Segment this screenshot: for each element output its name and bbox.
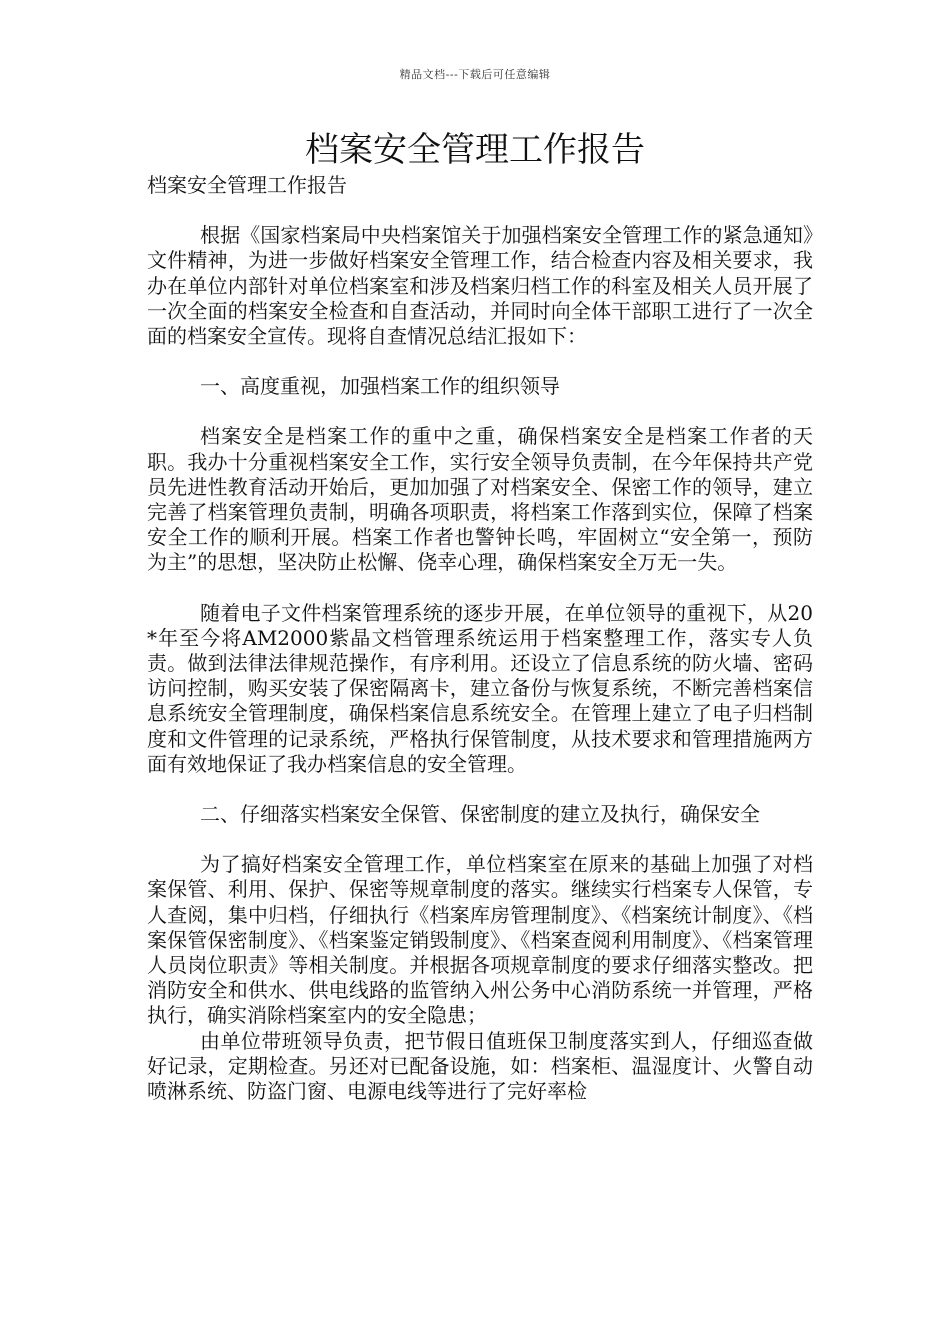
document-title: 档案安全管理工作报告 bbox=[305, 130, 645, 170]
header-note: 精品文档---下载后可任意编辑 bbox=[399, 68, 551, 81]
document-body bbox=[147, 173, 813, 1104]
document-subtitle: 档案安全管理工作报告 bbox=[147, 173, 347, 197]
paragraph-section-1: 档案安全是档案工作的重中之重，确保档案安全是档案工作者的天职。我办十分重视档案安全工作，实行安全领导负责制，在今年保持共产党员先进性教育活动开始后，更加加强了对档案安全、保密工作的领导，建立完善了档案管理负责制，明确各项职责，将档案工作落到实位，保障了档案安全工作的顺利开展。档案工作者也警钟长鸣，牢固树立“安全第一，预防为主”的思想，坚决防止松懈、侥幸心理，确保档案安全万无一失。 bbox=[147, 424, 813, 575]
section-heading-1: 一、高度重视，加强档案工作的组织领导 bbox=[200, 374, 560, 399]
paragraph-section-2: 为了搞好档案安全管理工作，单位档案室在原来的基础上加强了对档案保管、利用、保护、保密等规章制度的落实。继续实行档案专人保管，专人查阅，集中归档，仔细执行《档案库房管理制度》、《档案统计制度》、《档案保管保密制度》、《档案鉴定销毁制度》、《档案查阅利用制度》、《档案管理人员岗位职责》等相关制度。并根据各项规章制度的要求仔细落实整改。把消防安全和供水、供电线路的监管纳入州公务中心消防系统一并管理，严格执行，确实消除档案室内的安全隐患； bbox=[147, 852, 813, 1028]
paragraph-intro: 根据《国家档案局中央档案馆关于加强档案安全管理工作的紧急通知》文件精神，为进一步做好档案安全管理工作，结合检查内容及相关要求，我办在单位内部针对单位档案室和涉及档案归档工作的科室及相关人员开展了一次全面的档案安全检查和自查活动，并同时向全体干部职工进行了一次全面的档案安全宣传。现将自查情况总结汇报如下： bbox=[147, 223, 813, 349]
section-heading-2: 二、仔细落实档案安全保管、保密制度的建立及执行，确保安全 bbox=[200, 802, 760, 827]
paragraph-electronic-system: 随着电子文件档案管理系统的逐步开展，在单位领导的重视下，从20*年至今将AM2000紫晶文档管理系统运用于档案整理工作，落实专人负责。做到法律法律规范操作，有序利用。还设立了信息系统的防火墙、密码访问控制，购买安装了保密隔离卡，建立备份与恢复系统，不断完善档案信息系统安全管理制度，确保档案信息系统安全。在管理上建立了电子归档制度和文件管理的记录系统，严格执行保管制度，从技术要求和管理措施两方面有效地保证了我办档案信息的安全管理。 bbox=[147, 600, 813, 776]
paragraph-duty-inspection: 由单位带班领导负责，把节假日值班保卫制度落实到人，仔细巡查做好记录，定期检查。另还对已配备设施，如：档案柜、温湿度计、火警自动喷淋系统、防盗门窗、电源电线等进行了完好率检 bbox=[147, 1028, 813, 1104]
